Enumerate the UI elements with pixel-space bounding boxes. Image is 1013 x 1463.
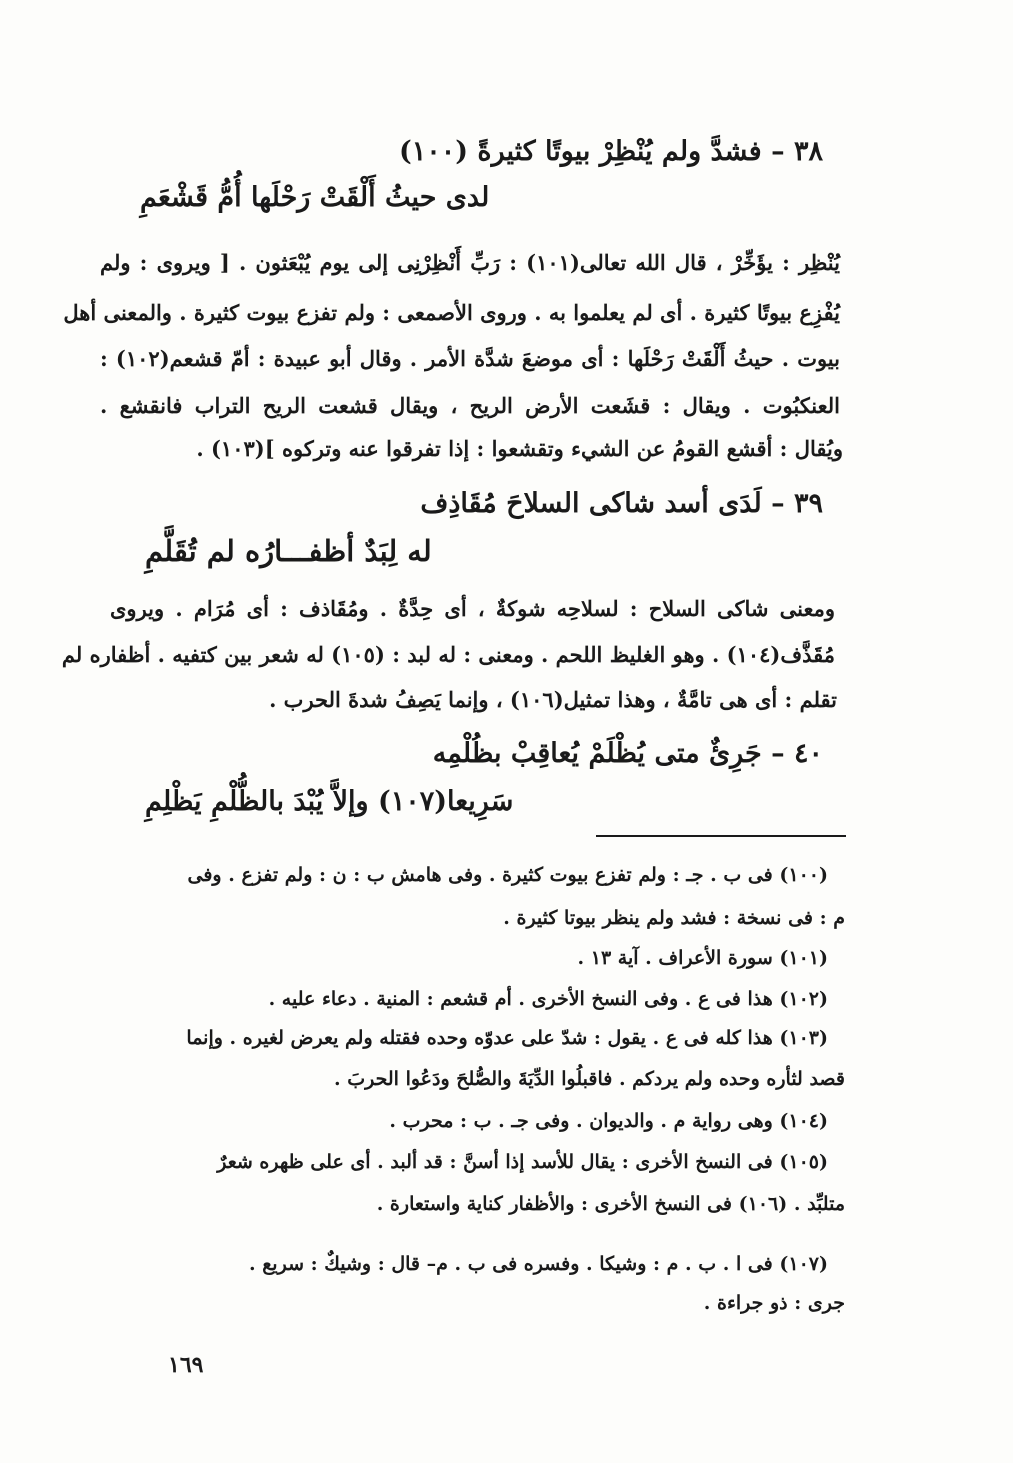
footnote-103-line-1: (١٠٣) هذا كله فى ع . يقول : شدّ على عدوّه وحده فقتله ولم يعرض لغيره . وإنما — [186, 1027, 828, 1049]
footnote-103-line-2: قصد لثأره وحده ولم يردكم . فاقبلُوا الدِّيَةَ والصُّلحَ ودَعُوا الحربَ . — [334, 1068, 845, 1090]
commentary-39-line-3: تقلم : أى هى تامَّةٌ ، وهذا تمثيل(١٠٦) ، وإنما يَصِفُ شدةَ الحرب . — [269, 687, 837, 712]
footnote-105-line-1: (١٠٥) فى النسخ الأخرى : يقال للأسد إذا أسنَّ : قد ألبد . أى على ظهره شعرٌ — [217, 1151, 828, 1173]
footnote-100-line-1: (١٠٠) فى ب . جـ : ولم تفزع بيوت كثيرة . وفى هامش ب : ن : ولم تفزع . وفى — [187, 864, 828, 886]
commentary-38-line-5: ويُقال : أقشع القومُ عن الشيء وتقشعوا : إذا تفرقوا عنه وتركوه ](١٠٣) . — [196, 436, 843, 461]
footnote-107-line-2: جرى : ذو جراءة . — [703, 1292, 845, 1314]
commentary-39-line-2: مُقَذَّف(١٠٤) . وهو الغليظ اللحم . ومعنى : له لبد : (١٠٥) له شعر بين كتفيه . أظفاره لم — [61, 642, 835, 667]
footnote-100-line-2: م : فى نسخة : فشد ولم ينظر بيوتا كثيرة . — [503, 907, 845, 929]
verse-39-line-2: له لِبَدٌ أظفـــارُه لم تُقَلَّمِ — [145, 534, 432, 568]
page-number: ١٦٩ — [168, 1352, 204, 1378]
verse-38-line-1: ٣٨ – فشدَّ ولم يُنْظِرْ بيوتًا كثيرةً (١٠٠) — [398, 136, 823, 167]
verse-40-line-1: ٤٠ – جَرِئٌ متى يُظْلَمْ يُعاقِبْ بظُلْمِه — [432, 738, 823, 769]
footnote-107-line-1: (١٠٧) فى ا . ب . م : وشيكا . وفسره فى ب . م– قال : وشيكٌ : سريع . — [248, 1253, 828, 1275]
commentary-38-line-1: يُنْظِر : يؤَخِّرْ ، قال الله تعالى(١٠١) : رَبِّ أَنْظِرْنِى إلى يوم يُبْعَثون . [ ويروى : ولم — [100, 250, 840, 275]
commentary-38-line-4: العنكبُوت . ويقال : قشَعت الأرض الريح ، ويقال قشعت الريح التراب فانقشع . — [100, 393, 840, 418]
verse-40-line-2: سَرِيعا(١٠٧) وإلاَّ يُبْدَ بالظُّلْمِ يَظْلِمِ — [145, 786, 514, 817]
footnote-separator — [596, 835, 846, 837]
footnote-105-106-line: متلبِّد . (١٠٦) فى النسخ الأخرى : والأظفار كناية واستعارة . — [376, 1193, 845, 1215]
footnote-101: (١٠١) سورة الأعراف . آية ١٣ . — [577, 947, 828, 969]
verse-39-line-1: ٣٩ – لَدَى أسد شاكى السلاحَ مُقَاذِف — [420, 488, 823, 519]
commentary-38-line-3: بيوت . حيثُ أَلْقَتْ رَحْلَها : أى موضعَ شدَّة الأمر . وقال أبو عبيدة : أمّ قشعم(١٠٢) : — [100, 346, 840, 371]
commentary-38-line-2: يُفْزِع بيوتًا كثيرة . أى لم يعلموا به . وروى الأصمعى : ولم تفزع بيوت كثيرة . والمعنى أهل — [63, 300, 840, 325]
footnote-104: (١٠٤) وهى رواية م . والديوان . وفى جـ . ب : محرب . — [389, 1110, 828, 1132]
commentary-39-line-1: ومعنى شاكى السلاح : لسلاحِه شوكةٌ ، أى حِدَّةٌ . ومُقَاذف : أى مُرَام . ويروى — [110, 596, 835, 621]
verse-38-line-2: لدى حيثُ أَلْقَتْ رَحْلَها أُمُّ قَشْعَمِ — [140, 182, 490, 213]
footnote-102: (١٠٢) هذا فى ع . وفى النسخ الأخرى . أم قشعم : المنية . دعاء عليه . — [268, 988, 828, 1010]
